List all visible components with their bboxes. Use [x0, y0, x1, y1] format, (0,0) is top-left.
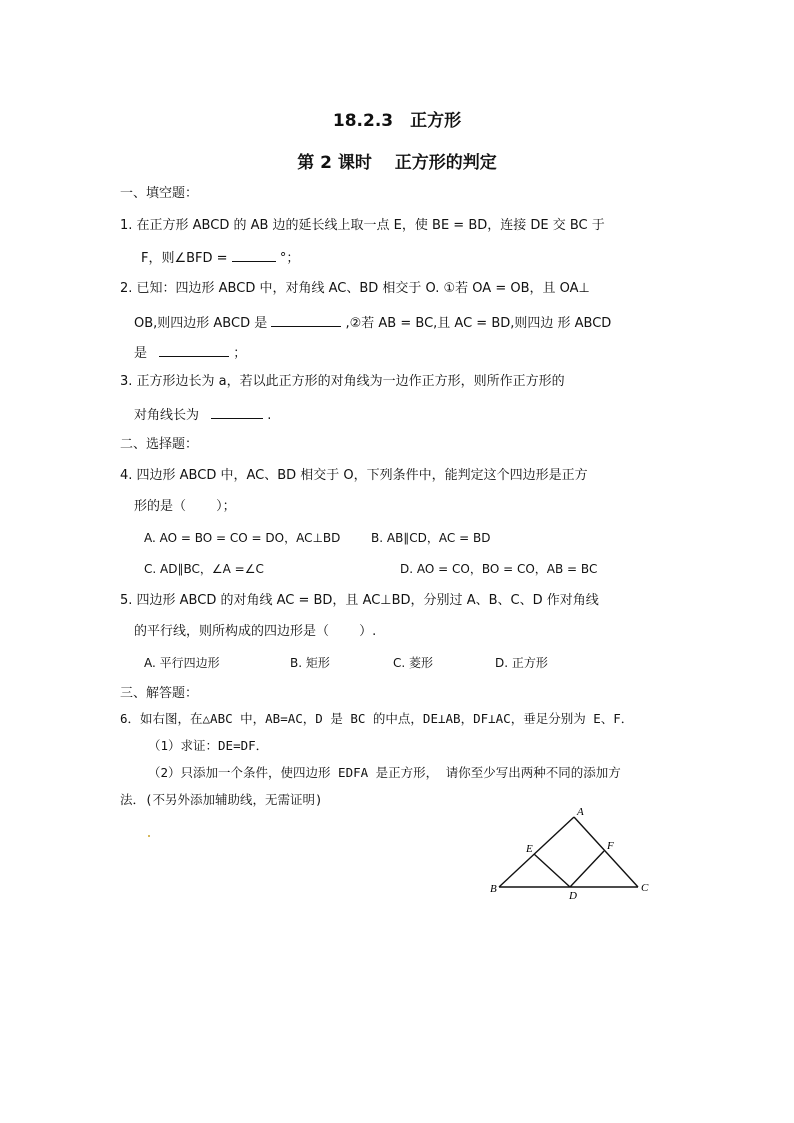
- label-B: B: [490, 883, 497, 895]
- segment-AB: [499, 817, 574, 887]
- q6-sub1: （1）求证：DE=DF．: [148, 738, 269, 753]
- q1-line2: [141, 247, 299, 268]
- label-A: A: [577, 806, 584, 818]
- q2-text-a: OB,则四边形 ABCD 是: [134, 316, 268, 331]
- q2-text-d: ；: [233, 346, 247, 361]
- q6-sub2: （2）只添加一个条件，使四边形 EDFA 是正方形， 请你至少写出两种不同的添加方: [148, 765, 621, 780]
- segment-DE: [534, 854, 570, 887]
- q3-answer-blank[interactable]: [211, 404, 263, 419]
- section-choice-heading: 二、选择题：: [120, 437, 199, 452]
- segment-DF: [570, 851, 604, 887]
- q4-line2: 形的是（ ）；: [134, 499, 236, 514]
- label-E: E: [526, 843, 533, 855]
- q2-line1: 2. 已知：四边形 ABCD 中，对角线 AC、BD 相交于 O. ①若 OA = OB，且 OA⊥: [120, 281, 590, 296]
- q5-line1: 5. 四边形 ABCD 的对角线 AC = BD，且 AC⊥BD，分别过 A、B、C、D 作对角线: [120, 593, 599, 608]
- q4-option-d[interactable]: D. AO = CO，BO = CO，AB = BC: [400, 562, 598, 576]
- q5-option-c[interactable]: C. 菱形: [393, 656, 434, 670]
- label-D: D: [569, 890, 577, 902]
- q1-text-b: °；: [279, 251, 300, 266]
- q3-text-a: 对角线长为: [134, 408, 200, 423]
- label-F: F: [607, 840, 614, 852]
- q5-option-d[interactable]: D. 正方形: [495, 656, 548, 670]
- q4-option-b[interactable]: B. AB∥CD，AC = BD: [371, 531, 491, 545]
- q5-option-a[interactable]: A. 平行四边形: [144, 656, 220, 670]
- q2-answer-blank-1[interactable]: [271, 312, 341, 327]
- label-C: C: [641, 882, 649, 894]
- q4-option-c[interactable]: C. AD∥BC，∠A =∠C: [144, 562, 264, 576]
- q4-option-a[interactable]: A. AO = BO = CO = DO，AC⊥BD: [144, 531, 341, 545]
- scan-speck: [148, 835, 150, 837]
- section-fill-heading: 一、填空题：: [120, 186, 199, 201]
- q1-text-a: F，则∠BFD =: [141, 251, 228, 266]
- q1-line1: 1. 在正方形 ABCD 的 AB 边的延长线上取一点 E，使 BE = BD，连接 DE 交 BC 于: [120, 218, 605, 233]
- q1-answer-blank[interactable]: [232, 247, 276, 262]
- q2-line3: [134, 342, 246, 363]
- page-subtitle: 第 2 课时 正方形的判定: [297, 153, 497, 173]
- section-solve-heading: 三、解答题：: [120, 686, 199, 701]
- q6-sub2-continued: 法．(不另外添加辅助线，无需证明): [120, 792, 323, 807]
- q2-text-c: 是: [134, 346, 148, 361]
- q4-line1: 4. 四边形 ABCD 中，AC、BD 相交于 O，下列条件中，能判定这个四边形是正方: [120, 468, 588, 483]
- q3-text-b: .: [267, 408, 272, 423]
- q6-line1: 6．如右图，在△ABC 中，AB=AC，D 是 BC 的中点，DE⊥AB，DF⊥AC，垂足分别为 E、F．: [120, 711, 634, 726]
- page-title: 18.2.3 正方形: [332, 111, 462, 131]
- q3-line1: 3. 正方形边长为 a，若以此正方形的对角线为一边作正方形，则所作正方形的: [120, 374, 565, 389]
- q5-line2: 的平行线，则所构成的四边形是（ ）.: [134, 624, 377, 639]
- q2-text-b: ,②若 AB = BC,且 AC = BD,则四边 形 ABCD: [345, 316, 612, 331]
- q3-line2: [134, 404, 271, 425]
- q2-answer-blank-2[interactable]: [159, 342, 229, 357]
- segment-AC: [574, 817, 638, 887]
- q2-line2: [134, 312, 611, 333]
- q5-option-b[interactable]: B. 矩形: [290, 656, 330, 670]
